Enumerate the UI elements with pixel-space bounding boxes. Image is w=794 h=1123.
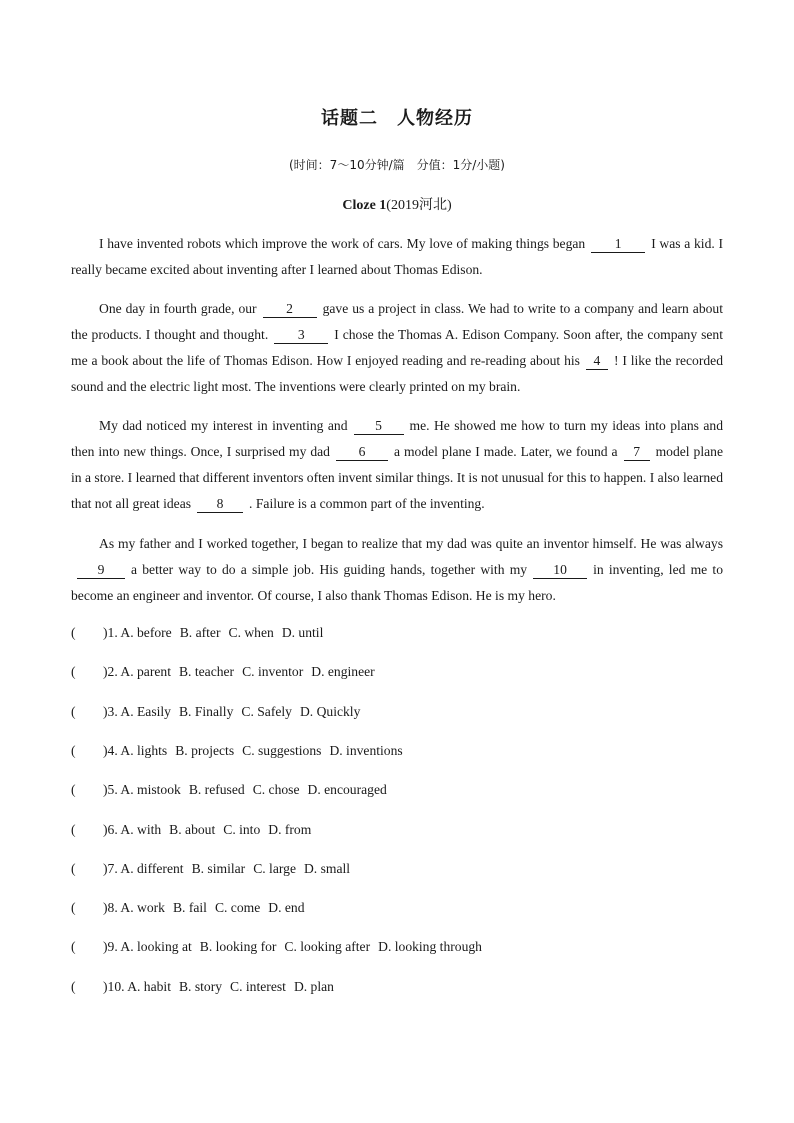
blank-5: 5 — [354, 418, 404, 435]
section-source: (2019河北) — [386, 198, 452, 213]
answer-option: B. refused — [188, 782, 245, 798]
answer-option: C. inventor — [242, 664, 304, 680]
answer-option: A. habit — [127, 978, 171, 994]
answer-option: B. projects — [175, 742, 235, 758]
answer-paren-close: ) — [103, 821, 108, 837]
question-number: 5. — [107, 782, 118, 798]
answer-option: B. looking for — [199, 939, 277, 955]
answer-option: C. interest — [230, 978, 286, 994]
answer-option: B. after — [179, 625, 221, 640]
answer-paren-close: ) — [103, 703, 108, 719]
blank-6: 6 — [336, 444, 388, 461]
question-number: 1. — [107, 625, 118, 640]
passage-text: One day in fourth grade, our — [99, 301, 257, 316]
blank-9: 9 — [77, 562, 125, 579]
passage-paragraph-4 — [71, 531, 723, 609]
blank-10: 10 — [533, 562, 587, 579]
question-row — [71, 782, 395, 798]
section-label: Cloze 1 — [342, 198, 387, 213]
passage-text: me. He showed me how to turn my ideas into plans and then into new things. Once, I surprised my dad — [71, 418, 724, 459]
answer-option: C. into — [223, 821, 261, 837]
answer-paren-close: ) — [103, 900, 108, 916]
answer-paren-close: ) — [103, 860, 108, 876]
answer-option: A. Easily — [120, 703, 171, 719]
answer-option: C. looking after — [284, 939, 371, 955]
blank-1: 1 — [591, 236, 645, 253]
answer-option: B. story — [178, 978, 223, 994]
blank-7: 7 — [624, 444, 650, 461]
answer-option: D. plan — [293, 978, 334, 994]
passage-text: ! I like the recorded sound and the electric light most. The inventions were clearly printed on my brain. — [71, 353, 723, 394]
answer-option: C. large — [253, 860, 296, 876]
answer-paren-close: ) — [103, 742, 108, 758]
passage-text: As my father and I worked together, I began to realize that my dad was quite an inventor himself. He was always — [99, 536, 723, 551]
question-row — [71, 625, 331, 641]
answer-option: A. work — [120, 900, 165, 916]
answer-option: D. looking through — [378, 939, 482, 955]
answer-option: C. suggestions — [242, 742, 322, 758]
passage-text: a better way to do a simple job. His guiding hands, together with my — [131, 562, 528, 577]
answer-paren[interactable]: ( — [71, 821, 76, 837]
passage-paragraph-1 — [71, 231, 723, 283]
answer-option: C. come — [214, 900, 261, 916]
passage-text: I was a kid. I really became excited about inventing after I learned about Thomas Edison. — [71, 236, 723, 277]
answer-option: A. before — [120, 625, 172, 640]
answer-option: B. similar — [191, 860, 246, 876]
question-row — [71, 704, 368, 720]
answer-option: D. inventions — [329, 742, 403, 758]
answer-option: D. encouraged — [307, 782, 387, 798]
question-row — [71, 979, 342, 995]
answer-paren-close: ) — [103, 939, 108, 955]
answer-paren[interactable]: ( — [71, 939, 76, 955]
answer-option: A. mistook — [120, 782, 181, 798]
answer-option: A. parent — [120, 664, 171, 680]
answer-paren[interactable]: ( — [71, 782, 76, 798]
answer-option: A. with — [120, 821, 162, 837]
answer-option: B. teacher — [178, 664, 235, 680]
question-row — [71, 743, 411, 759]
answer-option: D. end — [268, 900, 305, 916]
answer-option: B. about — [169, 821, 216, 837]
passage-text: My dad noticed my interest in inventing and — [99, 418, 348, 433]
blank-2: 2 — [263, 301, 317, 318]
answer-option: C. chose — [252, 782, 300, 798]
passage-text: gave us a project in class. We had to write to a company and learn about the products. I thought and thought. — [71, 301, 723, 342]
question-number: 8. — [107, 900, 118, 916]
question-number: 2. — [107, 664, 118, 680]
page-title: 话题二 人物经历 — [321, 108, 473, 129]
question-row — [71, 861, 358, 877]
passage-text: a model plane I made. Later, we found a — [393, 444, 618, 459]
answer-option: D. until — [281, 625, 324, 640]
answer-option: D. small — [303, 860, 351, 876]
answer-paren-close: ) — [103, 782, 108, 798]
question-number: 7. — [107, 860, 118, 876]
answer-paren[interactable]: ( — [71, 978, 76, 994]
answer-option: A. lights — [120, 742, 168, 758]
question-row — [71, 900, 313, 916]
question-number: 4. — [107, 742, 118, 758]
answer-option: C. Safely — [241, 703, 292, 719]
answer-paren-close: ) — [103, 625, 108, 640]
answer-paren[interactable]: ( — [71, 860, 76, 876]
passage-paragraph-2 — [71, 296, 723, 400]
question-row — [71, 664, 383, 680]
passage-text: . Failure is a common part of the inventing. — [249, 496, 485, 511]
section-heading — [0, 194, 794, 214]
passage-text: I have invented robots which improve the work of cars. My love of making things began — [99, 236, 586, 251]
answer-paren[interactable]: ( — [71, 742, 76, 758]
passage-text: in inventing, led me to become an engineer and inventor. Of course, I also thank Thomas Edison. He is my hero. — [71, 562, 723, 603]
answer-paren-close: ) — [103, 664, 108, 680]
answer-paren[interactable]: ( — [71, 625, 76, 640]
answer-option: D. from — [268, 821, 312, 837]
question-number: 3. — [107, 703, 118, 719]
passage-text: model plane in a store. I learned that different inventors often invent similar things. It is not unusual for this to happen. I also learned that not all great ideas — [71, 444, 723, 511]
passage-paragraph-3 — [71, 413, 723, 517]
answer-option: B. Finally — [178, 703, 234, 719]
answer-option: D. Quickly — [299, 703, 361, 719]
answer-paren[interactable]: ( — [71, 900, 76, 916]
answer-option: A. looking at — [120, 939, 192, 955]
question-row — [71, 939, 490, 955]
question-number: 10. — [107, 978, 125, 994]
answer-option: A. different — [120, 860, 184, 876]
question-number: 6. — [107, 821, 118, 837]
question-row — [71, 822, 319, 838]
answer-option: B. fail — [172, 900, 207, 916]
answer-paren[interactable]: ( — [71, 664, 76, 680]
answer-option: D. engineer — [311, 664, 375, 680]
answer-paren[interactable]: ( — [71, 703, 76, 719]
answer-option: C. when — [228, 625, 274, 640]
blank-4: 4 — [586, 353, 608, 370]
question-number: 9. — [107, 939, 118, 955]
time-score-note: (时间：7～10分钟/篇 分值：1分/小题) — [289, 158, 505, 172]
answer-paren-close: ) — [103, 978, 108, 994]
passage-text: I chose the Thomas A. Edison Company. Soon after, the company sent me a book about the life of Thomas Edison. How I enjoyed reading and re-reading about his — [71, 327, 724, 368]
blank-3: 3 — [274, 327, 328, 344]
blank-8: 8 — [197, 496, 243, 513]
